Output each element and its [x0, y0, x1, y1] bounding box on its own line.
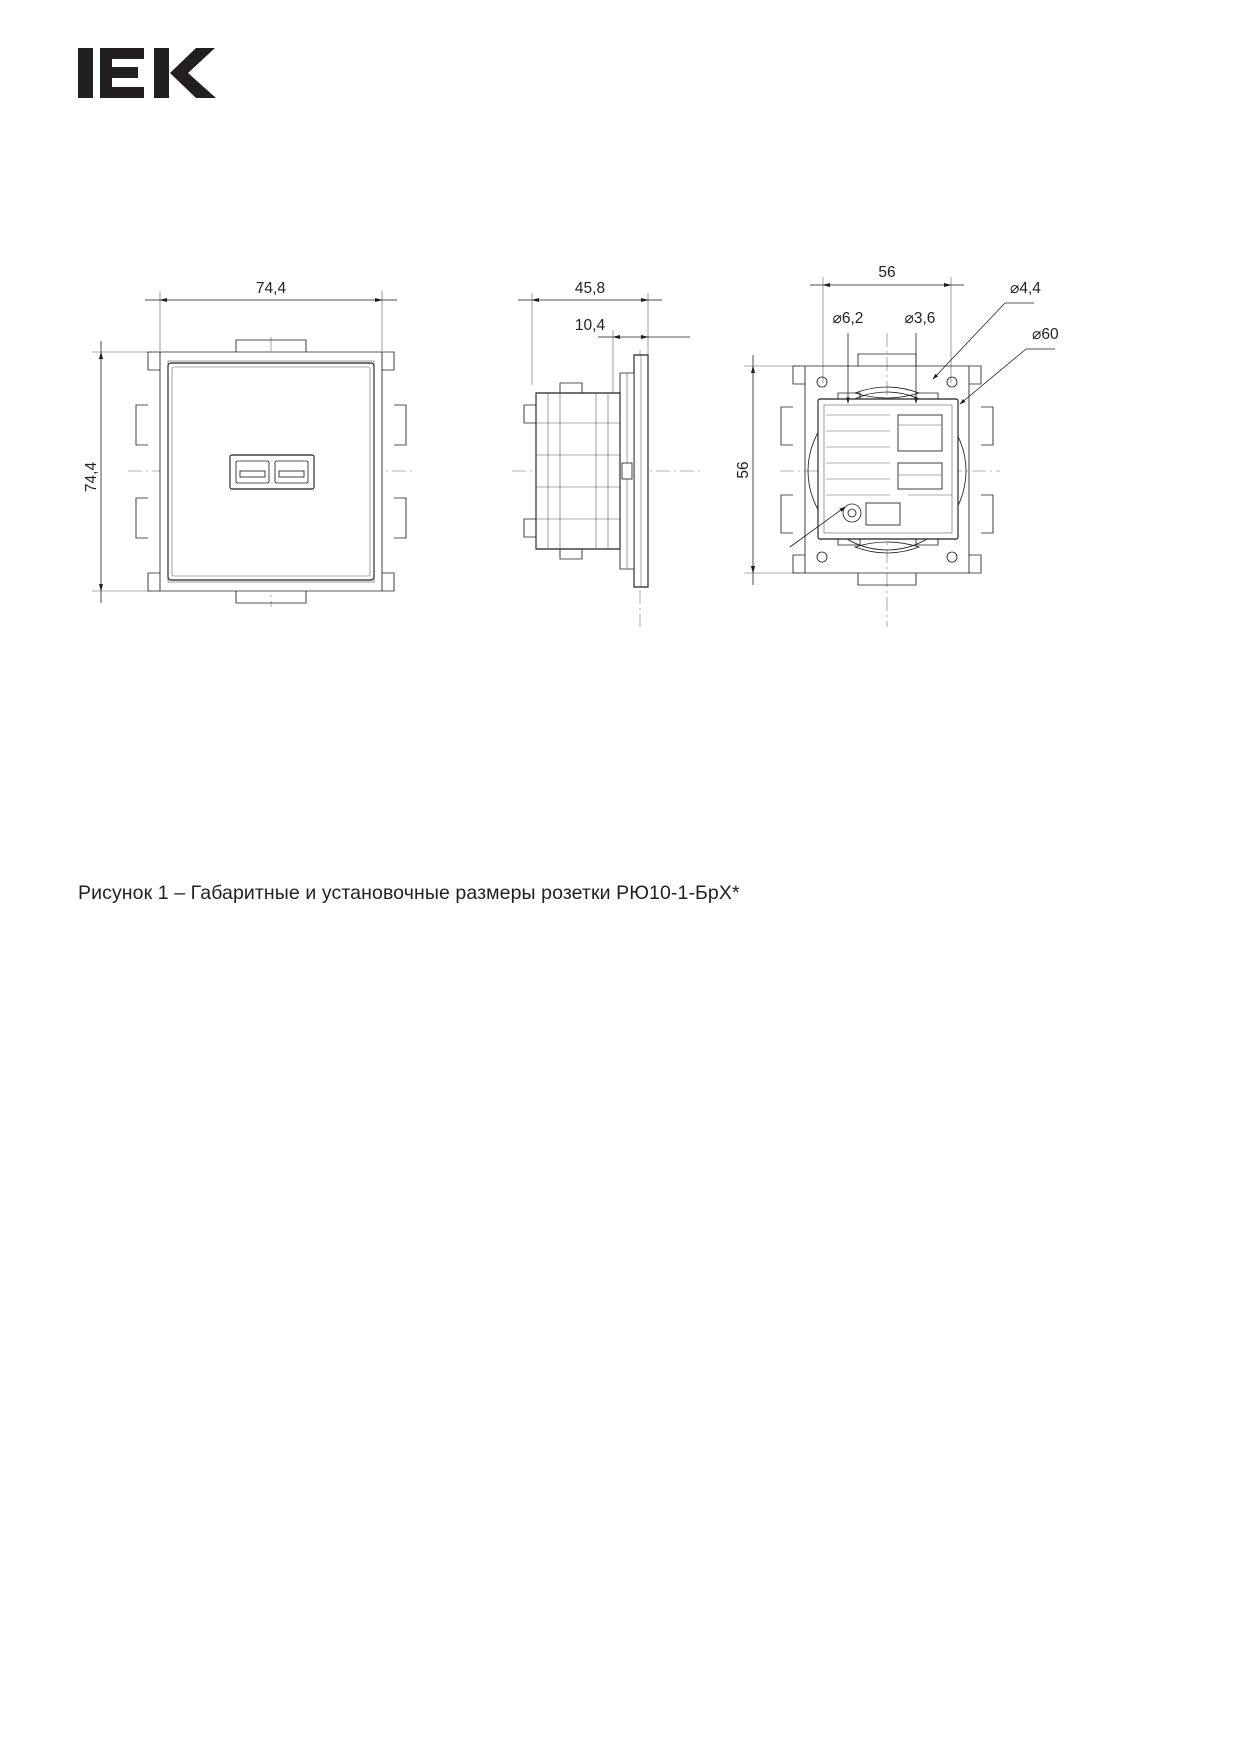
svg-text:⌀3,6: ⌀3,6: [904, 310, 936, 327]
usb-socket-detail: [230, 455, 314, 489]
rear-height-dimension: [735, 355, 800, 585]
diameter-60-leader: [960, 326, 1059, 404]
figure-caption: Рисунок 1 – Габаритные и установочные размеры розетки РЮ10-1-БрХ*: [78, 882, 740, 904]
svg-text:⌀60: ⌀60: [1032, 326, 1059, 343]
figure-drawing: [0, 255, 1244, 675]
svg-text:45,8: 45,8: [574, 280, 606, 297]
svg-text:⌀4,4: ⌀4,4: [1010, 280, 1041, 297]
rear-mechanism-body: [818, 393, 958, 545]
side-body-profile: [524, 355, 648, 587]
diameter-4-4-leader: [933, 280, 1041, 379]
iek-logo: [78, 42, 218, 104]
iek-logo-mark: [78, 42, 218, 104]
dimensioned-drawing: [0, 255, 1244, 675]
svg-text:74,4: 74,4: [255, 280, 287, 297]
front-view: [83, 280, 414, 607]
side-view: [512, 280, 700, 627]
rear-view: [735, 264, 1059, 627]
svg-text:10,4: 10,4: [574, 317, 606, 334]
svg-text:⌀6,2: ⌀6,2: [832, 310, 864, 327]
front-height-dimension: [83, 341, 152, 603]
svg-text:56: 56: [735, 461, 752, 479]
svg-text:74,4: 74,4: [83, 461, 100, 493]
svg-text:56: 56: [878, 264, 896, 281]
